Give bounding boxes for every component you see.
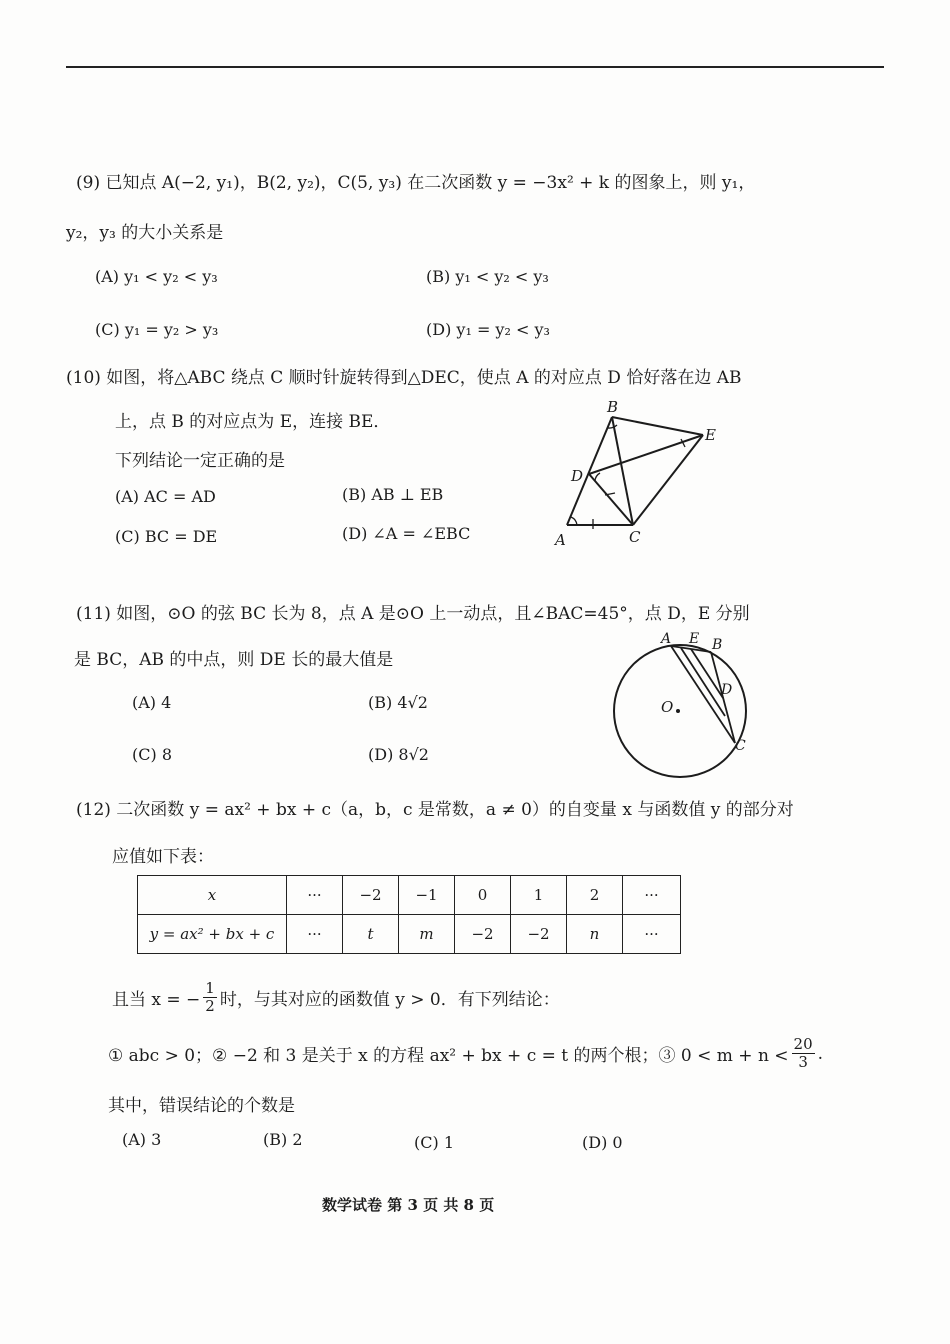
- q10-option-a: (A) AC = AD: [115, 487, 216, 506]
- fraction-denominator: 3: [798, 1053, 808, 1071]
- q9-option-a: (A) y₁ < y₂ < y₃: [95, 267, 218, 286]
- q9-option-c: (C) y₁ = y₂ > y₃: [95, 320, 219, 339]
- table-cell: −2: [343, 876, 399, 915]
- condition-suffix: 时，与其对应的函数值 y > 0．有下列结论：: [219, 990, 560, 1010]
- q11-stem-line2: 是 BC，AB 的中点，则 DE 长的最大值是: [74, 650, 394, 670]
- label-c: C: [735, 738, 746, 754]
- table-cell: n: [567, 915, 623, 954]
- segment-de: [589, 435, 703, 474]
- table-cell: y = ax² + bx + c: [138, 915, 287, 954]
- table-cell: −2: [455, 915, 511, 954]
- table-row-x: [138, 876, 681, 915]
- table-cell: 1: [511, 876, 567, 915]
- table-cell: ···: [623, 876, 681, 915]
- fraction-numerator: 1: [205, 979, 215, 997]
- fraction-numerator: 20: [793, 1035, 813, 1053]
- page-footer: 数学试卷 第 3 页 共 8 页: [322, 1196, 495, 1214]
- q9-stem-line2: y₂，y₃ 的大小关系是: [66, 223, 224, 243]
- q10-stem-line2: 上，点 B 的对应点为 E，连接 BE．: [115, 412, 391, 432]
- q10-option-c: (C) BC = DE: [115, 527, 218, 546]
- q10-stem-line3: 下列结论一定正确的是: [115, 451, 285, 471]
- label-a: A: [661, 631, 672, 647]
- table-cell: ···: [287, 876, 343, 915]
- q12-ask: 其中，错误结论的个数是: [108, 1096, 295, 1116]
- angle-mark-d: [595, 473, 600, 481]
- q11-option-a: (A) 4: [132, 693, 172, 712]
- condition-prefix: 且当 x = −: [112, 990, 201, 1010]
- q10-stem-line1: (10) 如图，将△ABC 绕点 C 顺时针旋转得到△DEC，使点 A 的对应点 D 恰好落在边 AB: [66, 368, 742, 388]
- q9-option-b: (B) y₁ < y₂ < y₃: [426, 267, 549, 286]
- fraction-denominator: 2: [205, 997, 215, 1015]
- header-rule: [66, 66, 884, 68]
- label-b: B: [607, 398, 619, 416]
- label-e: E: [689, 631, 700, 647]
- q10-rotation-figure: [545, 395, 735, 550]
- value-table: [137, 875, 681, 954]
- q10-option-d: (D) ∠A = ∠EBC: [342, 524, 471, 543]
- q12-option-d: (D) 0: [582, 1133, 623, 1152]
- q11-stem-line1: (11) 如图，⊙O 的弦 BC 长为 8，点 A 是⊙O 上一动点，且∠BAC=45°，点 D，E 分别: [76, 604, 750, 624]
- q12-conclusions: [108, 1036, 823, 1071]
- angle-mark-a: [571, 517, 577, 525]
- label-a: A: [555, 531, 566, 549]
- q12-stem-line1: (12) 二次函数 y = ax² + bx + c（a，b，c 是常数，a ≠ 0）的自变量 x 与函数值 y 的部分对: [76, 800, 794, 820]
- label-e: E: [705, 426, 716, 444]
- q9-option-d: (D) y₁ = y₂ < y₃: [426, 320, 550, 339]
- table-cell: 0: [455, 876, 511, 915]
- label-d: D: [721, 682, 733, 698]
- table-cell: −1: [399, 876, 455, 915]
- q12-option-c: (C) 1: [414, 1133, 454, 1152]
- center-dot: [676, 709, 680, 713]
- label-d: D: [571, 467, 584, 485]
- q12-stem-line2: 应值如下表：: [112, 847, 214, 867]
- q11-option-d: (D) 8√2: [368, 745, 429, 764]
- label-o: O: [661, 698, 674, 716]
- q11-option-b: (B) 4√2: [368, 693, 428, 712]
- table-cell: ···: [287, 915, 343, 954]
- segment-be: [612, 417, 703, 435]
- q9-stem-line1: (9) 已知点 A(−2, y₁)，B(2, y₂)，C(5, y₃) 在二次函数 y = −3x² + k 的图象上，则 y₁，: [76, 173, 756, 193]
- q11-circle-figure: [605, 628, 765, 778]
- label-b: B: [712, 637, 723, 653]
- table-cell: 2: [567, 876, 623, 915]
- table-cell: −2: [511, 915, 567, 954]
- fraction-one-half: [203, 980, 217, 1015]
- q10-option-b: (B) AB ⊥ EB: [342, 485, 444, 504]
- segment-dc: [589, 474, 633, 525]
- segment-ec: [633, 435, 703, 525]
- conclusions-end: .: [817, 1043, 824, 1064]
- q12-option-b: (B) 2: [263, 1130, 303, 1149]
- q11-option-c: (C) 8: [132, 745, 172, 764]
- fraction-twenty-thirds: [792, 1036, 815, 1071]
- label-c: C: [629, 528, 641, 546]
- segment-bc: [612, 417, 633, 525]
- table-row-y: [138, 915, 681, 954]
- conclusions-text: ① abc > 0；② −2 和 3 是关于 x 的方程 ax² + bx + c = t 的两个根；③ 0 < m + n <: [108, 1046, 789, 1066]
- table-cell: t: [343, 915, 399, 954]
- q12-option-a: (A) 3: [122, 1130, 162, 1149]
- table-cell: ···: [623, 915, 681, 954]
- q12-condition: [112, 980, 560, 1015]
- table-cell: m: [399, 915, 455, 954]
- table-cell: x: [138, 876, 287, 915]
